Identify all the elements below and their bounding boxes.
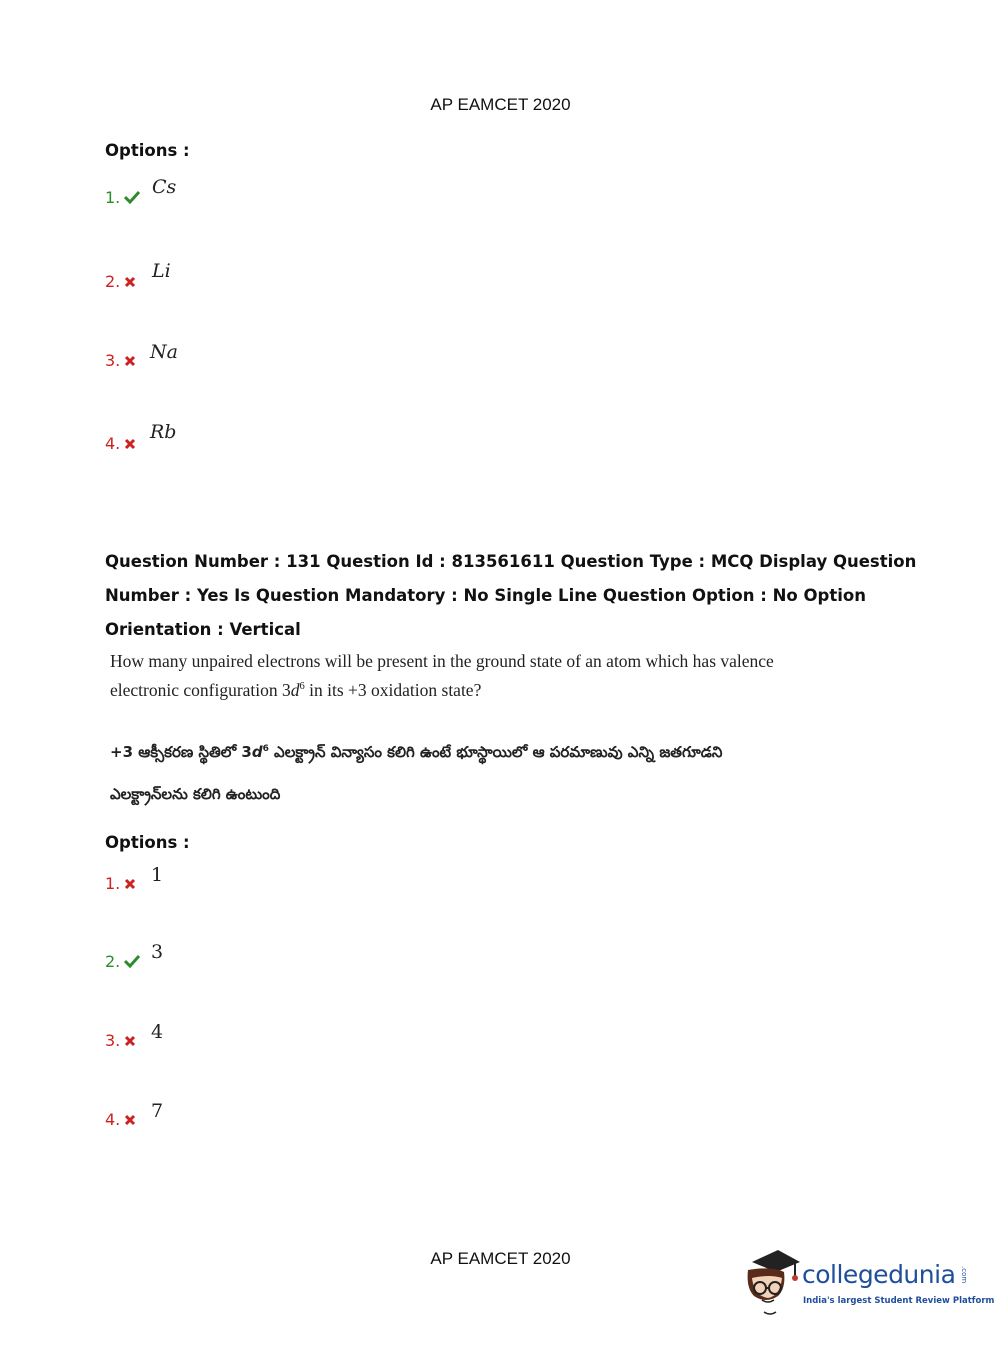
question-meta-line: Orientation : Vertical	[105, 620, 301, 639]
collegedunia-logo	[742, 1248, 995, 1318]
option-value: Li	[152, 260, 171, 282]
option-4	[105, 434, 136, 454]
page-header-title: AP EAMCET 2020	[430, 95, 571, 114]
cross-icon	[124, 273, 136, 292]
option-value: 3	[151, 941, 164, 963]
cross-icon	[124, 1032, 136, 1051]
option-number: 4.	[105, 1110, 121, 1129]
option-value: 1	[151, 864, 164, 886]
logo-tagline: India's largest Student Review Platform	[803, 1296, 995, 1306]
cross-icon	[124, 435, 136, 454]
question-line: +3 ఆక్సీకరణ స్థితిలో 3	[110, 743, 252, 761]
cross-icon	[124, 875, 136, 894]
option-2	[105, 272, 136, 292]
option-value: Rb	[150, 421, 177, 443]
option-value: Na	[150, 341, 178, 363]
orbital-symbol: d	[290, 680, 300, 700]
orbital-symbol: d	[251, 743, 263, 761]
logo-wordmark	[802, 1260, 955, 1289]
options-label: Options :	[105, 833, 190, 852]
question-meta-line: Number : Yes Is Question Mandatory : No Single Line Question Option : No Option	[105, 586, 866, 605]
question-line: electronic configuration 3	[110, 680, 291, 700]
question-line: in its +3 oxidation state?	[304, 680, 482, 700]
question-text-telugu	[110, 743, 722, 765]
question-line: How many unpaired electrons will be present in the ground state of an atom which has valence	[110, 651, 774, 671]
question-text-english	[110, 651, 774, 672]
option-value: 7	[151, 1100, 164, 1122]
checkmark-icon	[124, 189, 140, 208]
option-number: 4.	[105, 434, 121, 453]
option-value: Cs	[152, 176, 177, 198]
superscript: 6	[262, 744, 269, 754]
option-value: 4	[151, 1021, 164, 1043]
cross-icon	[124, 352, 136, 371]
question-meta-line: Question Number : 131 Question Id : 813561611 Question Type : MCQ Display Question	[105, 552, 917, 571]
option-2	[105, 952, 140, 972]
option-number: 2.	[105, 952, 121, 971]
option-number: 2.	[105, 272, 121, 291]
logo-name: collegedunia	[802, 1260, 956, 1289]
options-label: Options :	[105, 141, 190, 160]
option-3	[105, 351, 136, 371]
option-4	[105, 1110, 136, 1130]
question-text-telugu: ఎలక్ట్రాన్‌లను కలిగి ఉంటుంది	[110, 785, 281, 803]
logo-suffix: .com	[960, 1266, 968, 1284]
option-number: 1.	[105, 874, 121, 893]
option-number: 1.	[105, 188, 121, 207]
question-line: ఎలక్ట్రాన్ విన్యాసం కలిగి ఉంటే భూస్థాయిలో ఆ పరమాణువు ఎన్ని జతగూడని	[268, 743, 723, 761]
mascot-icon	[742, 1248, 802, 1318]
superscript: 6	[299, 681, 305, 693]
cross-icon	[124, 1111, 136, 1130]
option-1	[105, 874, 136, 894]
page-footer-title: AP EAMCET 2020	[430, 1249, 571, 1268]
option-1	[105, 188, 140, 208]
question-text-english	[110, 680, 481, 701]
option-number: 3.	[105, 1031, 121, 1050]
checkmark-icon	[124, 953, 140, 972]
option-number: 3.	[105, 351, 121, 370]
option-3	[105, 1031, 136, 1051]
